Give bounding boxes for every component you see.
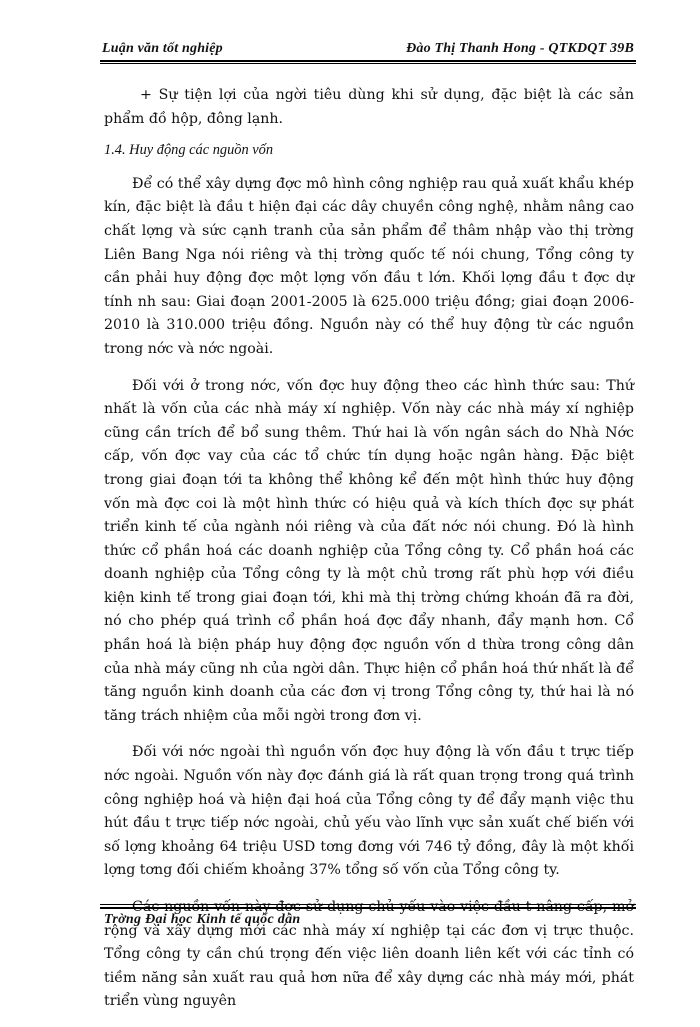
header-rule [100,60,636,62]
footer-rule [100,907,636,909]
page-footer: Trờng Đại học Kinh tế quốc dân [104,912,301,927]
thesis-title: Luận văn tốt nghiệp [102,41,223,56]
header-rule-thin [100,63,636,64]
section-heading: 1.4. Huy động các nguồn vốn [104,142,274,159]
paragraph-3: Đối với nớc ngoài thì nguồn vốn đợc huy động là vốn đầu t trực tiếp nớc ngoài. Nguồn vốn này đợc đánh giá là rất quan trọng trong quá trình công nghiệp hoá và hiện đại hoá của Tổng công ty để đẩy mạnh việc thu hút đầu t trực tiếp nớc ngoài, chủ yếu vào lĩnh vực sản xuất chế biến với số lợng khoảng 64 triệu USD tơng đơng với 746 tỷ đồng, đây là một khối lợng tơng đối chiếm khoảng 37% tổng số vốn của Tổng công ty. [104,744,634,879]
author-info: Đào Thị Thanh Hong - QTKDQT 39B [406,41,634,56]
paragraph-4: Các nguồn vốn này đợc sử dụng chủ yếu vào việc đầu t nâng cấp, mở rộng và xây dựng mới các nhà máy xí nghiệp tại các đơn vị trực thuộc. Tổng công ty cần chú trọng đến việc liên doanh liên kết với các tỉnh có tiềm năng sản xuất rau quả hơn nữa để xây dựng các nhà máy mới, phát triển vùng nguyên [104,899,634,1010]
footer-rule-thin [100,904,636,905]
page-header [102,38,634,60]
bullet-paragraph: + Sự tiện lợi của ngời tiêu dùng khi sử dụng, đặc biệt là các sản phẩm đồ hộp, đông lạnh. [104,87,634,127]
paragraph-1: Để có thể xây dựng đợc mô hình công nghiệp rau quả xuất khẩu khép kín, đặc biệt là đầu t hiện đại các dây chuyền công nghệ, nhằm nâng cao chất lợng và sức cạnh tranh của sản phẩm để thâm nhập vào thị trờng Liên Bang Nga nói riêng và thị trờng quốc tế nói chung, Tổng công ty cần phải huy động đợc một lợng vốn đầu t lớn. Khối lợng đầu t đợc dự tính nh sau: Giai đoạn 2001-2005 là 625.000 triệu đồng; giai đoạn 2006-2010 là 310.000 triệu đồng. Nguồn này có thể huy động từ các nguồn trong nớc và nớc ngoài. [104,175,634,357]
paragraph-2: Đối với ở trong nớc, vốn đợc huy động theo các hình thức sau: Thứ nhất là vốn của các nhà máy xí nghiệp. Vốn này các nhà máy xí nghiệp cũng cần trích để bổ sung thêm. Thứ hai là vốn ngân sách do Nhà Nớc cấp, vốn đợc vay của các tổ chức tín dụng hoặc ngân hàng. Đặc biệt trong giai đoạn tới ta không thể không kể đến một hình thức huy động vốn mà đợc coi là một hình thức có hiệu quả và kích thích đợc sự phát triển kinh tế của ngành nói riêng và của đất nớc nói chung. Đó là hình thức cổ phần hoá các doanh nghiệp của Tổng công ty. Cổ phần hoá các doanh nghiệp của Tổng công ty là một chủ trơng rất phù hợp với điều kiện kinh tế trong giai đoạn tới, khi mà thị trờng chứng khoán đã ra đời, nó cho phép quá trình cổ phần hoá đợc đẩy nhanh, đẩy mạnh hơn. Cổ phần hoá là biện pháp huy động đợc nguồn vốn d thừa trong công dân của nhà máy cũng nh của ngời dân. Thực hiện cổ phần hoá thứ nhất là để tăng nguồn kinh doanh của các đơn vị trong Tổng công ty, thứ hai là nó tăng trách nhiệm của mỗi ngời trong đơn vị. [104,377,634,724]
document-body [104,84,634,1027]
